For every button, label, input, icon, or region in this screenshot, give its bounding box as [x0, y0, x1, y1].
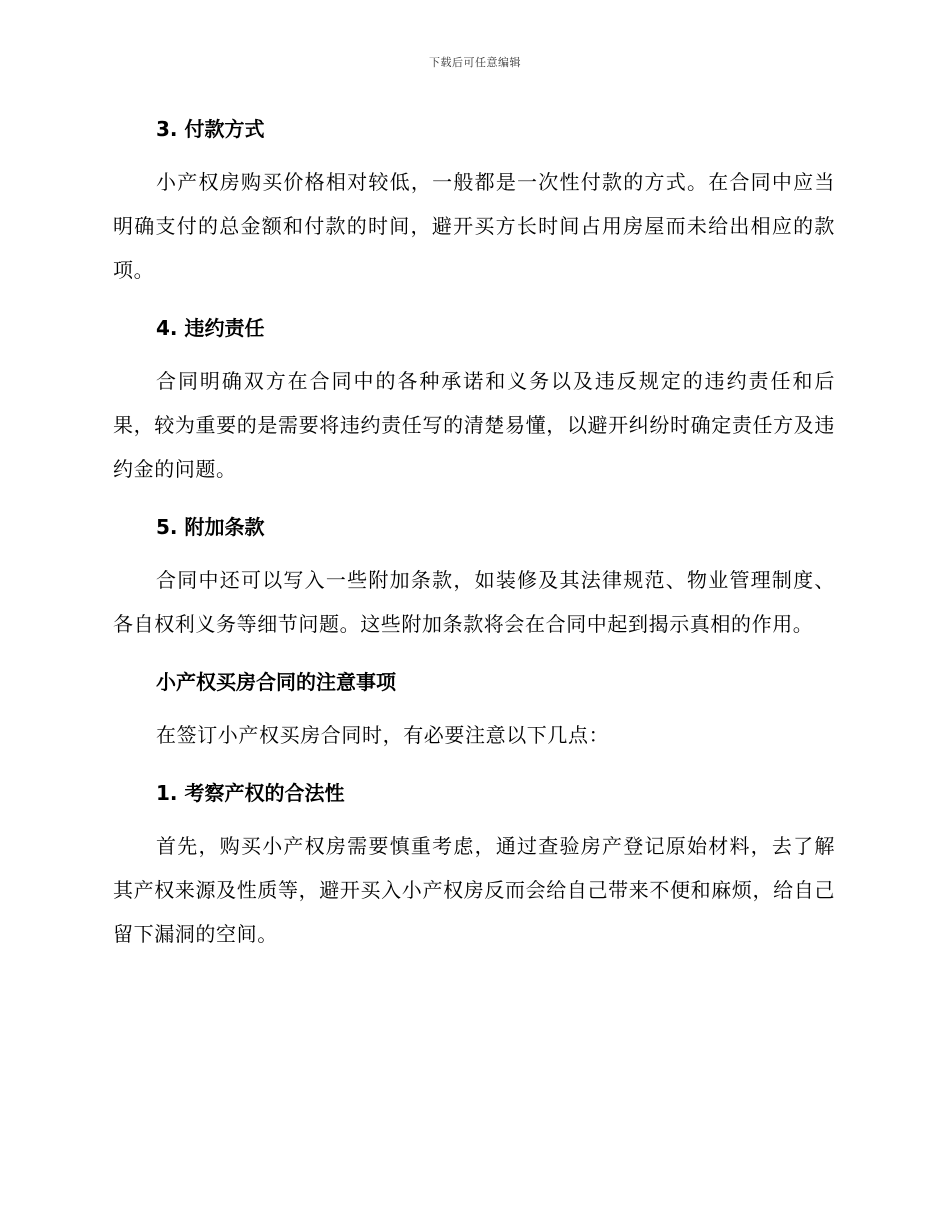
- page-header: 下载后可任意编辑: [429, 56, 521, 69]
- section-paragraph-additional-terms: 合同中还可以写入一些附加条款，如装修及其法律规范、物业管理制度、各自权利义务等细节问题。这些附加条款将会在合同中起到揭示真相的作用。: [113, 568, 835, 636]
- section-heading-precautions: 小产权买房合同的注意事项: [156, 670, 396, 694]
- section-heading-legality: 1. 考察产权的合法性: [156, 781, 345, 805]
- section-paragraph-breach: 合同明确双方在合同中的各种承诺和义务以及违反规定的违约责任和后果，较为重要的是需要将违约责任写的清楚易懂，以避开纠纷时确定责任方及违约金的问题。: [113, 369, 835, 481]
- section-heading-breach: 4. 违约责任: [156, 316, 265, 340]
- section-heading-additional-terms: 5. 附加条款: [156, 515, 265, 539]
- document-body: [113, 112, 835, 956]
- section-paragraph-legality: 首先，购买小产权房需要慎重考虑，通过查验房产登记原始材料，去了解其产权来源及性质等，避开买入小产权房反而会给自己带来不便和麻烦，给自己留下漏洞的空间。: [113, 834, 835, 946]
- section-paragraph-precautions: 在签订小产权买房合同时，有必要注意以下几点：: [156, 723, 610, 747]
- section-heading-payment: 3. 付款方式: [156, 117, 265, 141]
- section-paragraph-payment: 小产权房购买价格相对较低，一般都是一次性付款的方式。在合同中应当明确支付的总金额和付款的时间，避开买方长时间占用房屋而未给出相应的款项。: [113, 170, 835, 282]
